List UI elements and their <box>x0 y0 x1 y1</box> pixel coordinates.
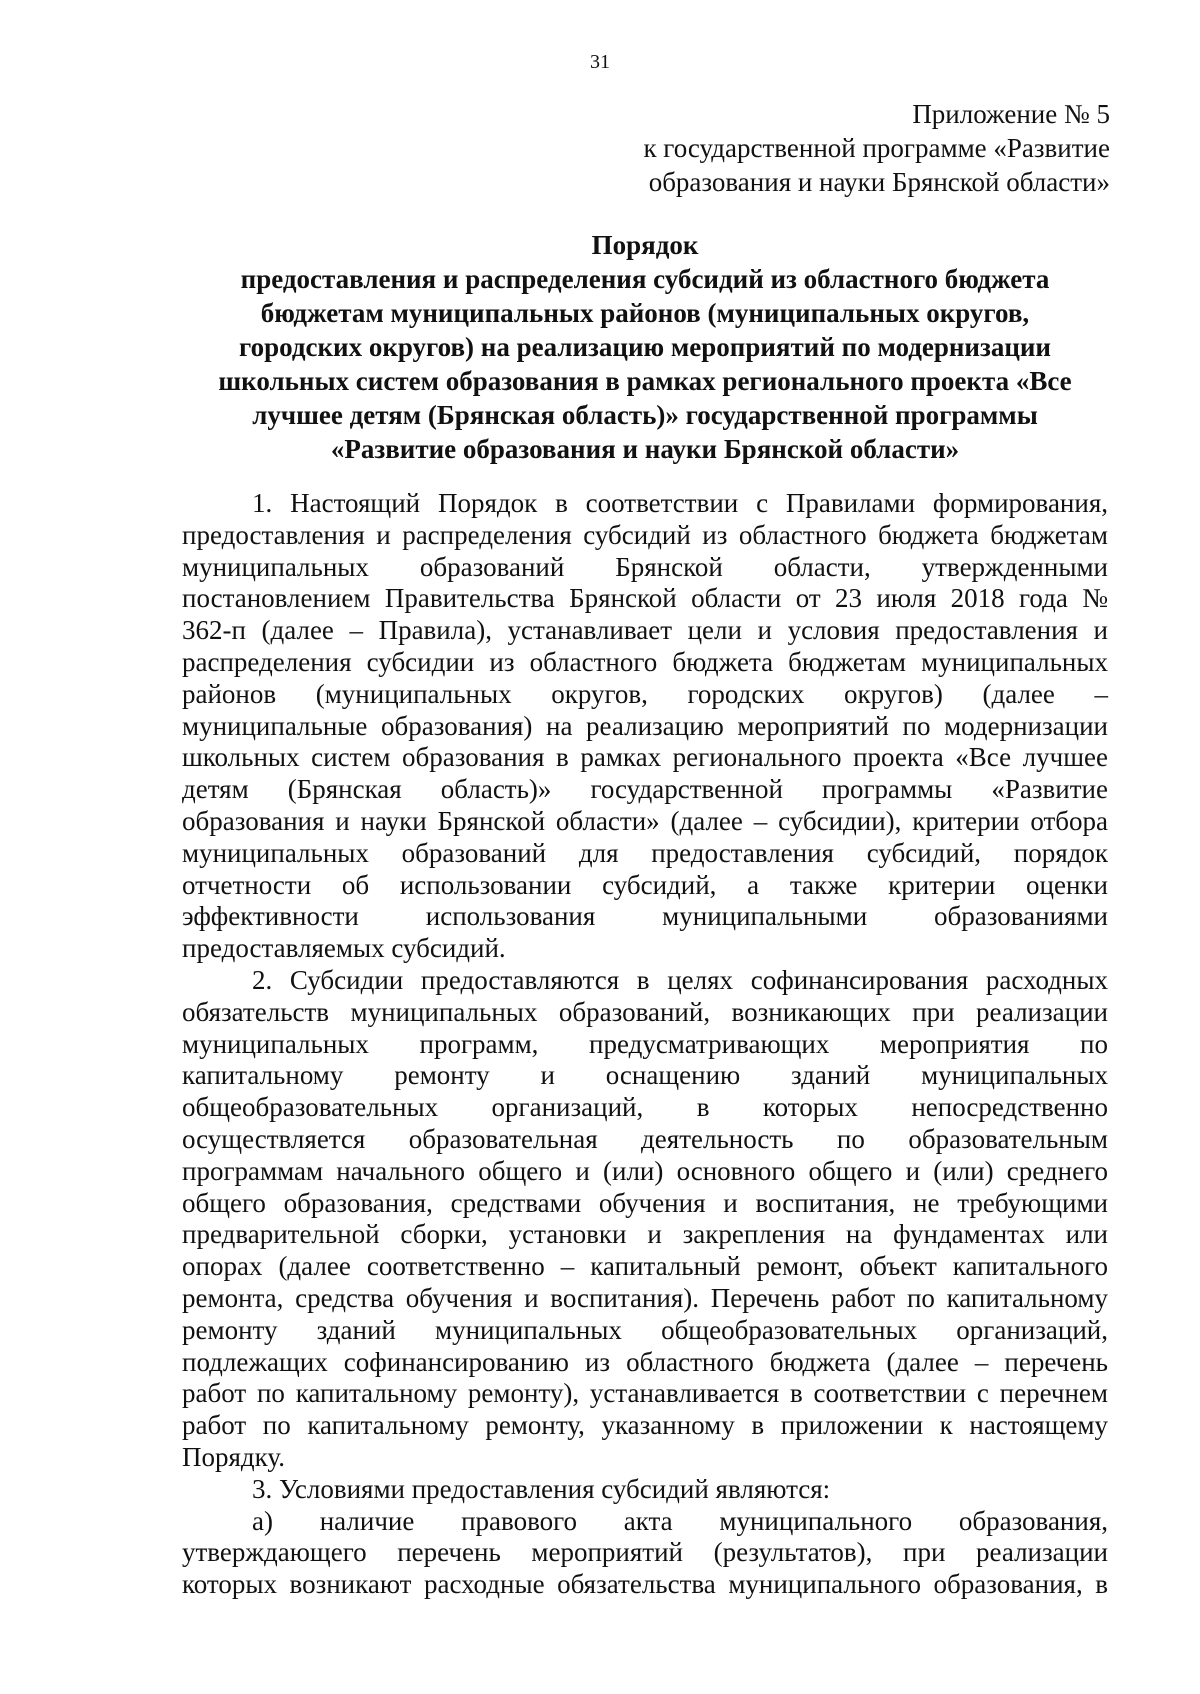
heading-title: Порядок <box>591 230 699 260</box>
paragraph-1-line: эффективности использования муниципальными образованиями <box>182 901 1108 932</box>
paragraph-2-line: общего образования, средствами обучения и воспитания, не требующими <box>182 1187 1108 1218</box>
subitem-a-line: а) наличие правового акта муниципального образования, <box>252 1505 1108 1536</box>
paragraph-1-line: муниципальных образований для предоставления субсидий, порядок <box>182 837 1108 868</box>
appendix-reference <box>643 97 1110 199</box>
paragraph-1-line: школьных систем образования в рамках регионального проекта «Все лучшее <box>182 742 1108 773</box>
paragraph-1-line: муниципальные образования) на реализацию мероприятий по модернизации <box>182 710 1108 741</box>
paragraph-1-line: муниципальных образований Брянской области, утвержденными <box>182 551 1108 582</box>
paragraph-3-line: 3. Условиями предоставления субсидий являются: <box>252 1473 831 1504</box>
paragraph-2-line: ремонту зданий муниципальных общеобразовательных организаций, <box>182 1314 1108 1345</box>
paragraph-2-line: осуществляется образовательная деятельность по образовательным <box>182 1123 1108 1154</box>
paragraph-1-line: предоставляемых субсидий. <box>182 933 506 964</box>
paragraph-2-line: опорах (далее соответственно – капитальный ремонт, объект капитального <box>182 1251 1108 1282</box>
subitem-a-line: которых возникают расходные обязательства муниципального образования, в <box>182 1569 1108 1600</box>
paragraph-2-line: предварительной сборки, установки и закрепления на фундаментах или <box>182 1219 1108 1250</box>
paragraph-2-line: работ по капитальному ремонту), устанавливается в соответствии с перечнем <box>182 1378 1108 1409</box>
paragraph-2-line: общеобразовательных организаций, в которых непосредственно <box>182 1092 1108 1123</box>
heading-line: лучшее детям (Брянская область)» государственной программы <box>252 400 1038 430</box>
heading-line: предоставления и распределения субсидий из областного бюджета <box>240 264 1050 294</box>
heading-line: «Развитие образования и науки Брянской области» <box>330 434 960 464</box>
paragraph-1-line: 1. Настоящий Порядок в соответствии с Правилами формирования, <box>252 488 1108 518</box>
paragraph-1-line: постановлением Правительства Брянской области от 23 июля 2018 года № <box>182 583 1108 614</box>
paragraph-1-line: отчетности об использовании субсидий, а также критерии оценки <box>182 869 1108 900</box>
paragraph-2-line: муниципальных программ, предусматривающих мероприятия по <box>182 1028 1108 1059</box>
paragraph-2-line: 2. Субсидии предоставляются в целях софинансирования расходных <box>252 964 1108 995</box>
paragraph-1-line: детям (Брянская область)» государственной программы «Развитие <box>182 774 1108 805</box>
appendix-title: Приложение № 5 <box>912 99 1110 129</box>
heading-line: школьных систем образования в рамках регионального проекта «Все <box>218 366 1072 396</box>
paragraph-1-line: образования и науки Брянской области» (далее – субсидии), критерии отбора <box>182 805 1108 836</box>
paragraph-2-line: подлежащих софинансированию из областного бюджета (далее – перечень <box>182 1346 1108 1377</box>
paragraph-2-line: капитальному ремонту и оснащению зданий муниципальных <box>182 1060 1108 1091</box>
paragraph-1-line: предоставления и распределения субсидий из областного бюджета бюджетам <box>182 519 1108 550</box>
paragraph-2-line: ремонта, средства обучения и воспитания). Перечень работ по капитальному <box>182 1282 1108 1313</box>
appendix-program-line: образования и науки Брянской области» <box>648 167 1110 197</box>
page-number: 31 <box>590 51 610 73</box>
paragraph-2-line: программам начального общего и (или) основного общего и (или) среднего <box>182 1155 1108 1186</box>
paragraph-1-line: районов (муниципальных округов, городских округов) (далее – <box>182 678 1108 709</box>
paragraph-1-line: 362-п (далее – Правила), устанавливает цели и условия предоставления и <box>182 615 1108 646</box>
document-body <box>182 488 1108 1601</box>
heading-line: городских округов) на реализацию мероприятий по модернизации <box>239 332 1051 362</box>
heading-line: бюджетам муниципальных районов (муниципальных округов, <box>260 298 1030 328</box>
paragraph-2-line: Порядку. <box>182 1441 285 1472</box>
document-heading <box>180 228 1110 466</box>
paragraph-2-line: работ по капитальному ремонту, указанному в приложении к настоящему <box>182 1410 1108 1441</box>
paragraph-2-line: обязательств муниципальных образований, возникающих при реализации <box>182 996 1108 1027</box>
appendix-program-line: к государственной программе «Развитие <box>643 133 1110 163</box>
subitem-a-line: утверждающего перечень мероприятий (результатов), при реализации <box>182 1537 1108 1568</box>
paragraph-1-line: распределения субсидии из областного бюджета бюджетам муниципальных <box>182 646 1108 677</box>
